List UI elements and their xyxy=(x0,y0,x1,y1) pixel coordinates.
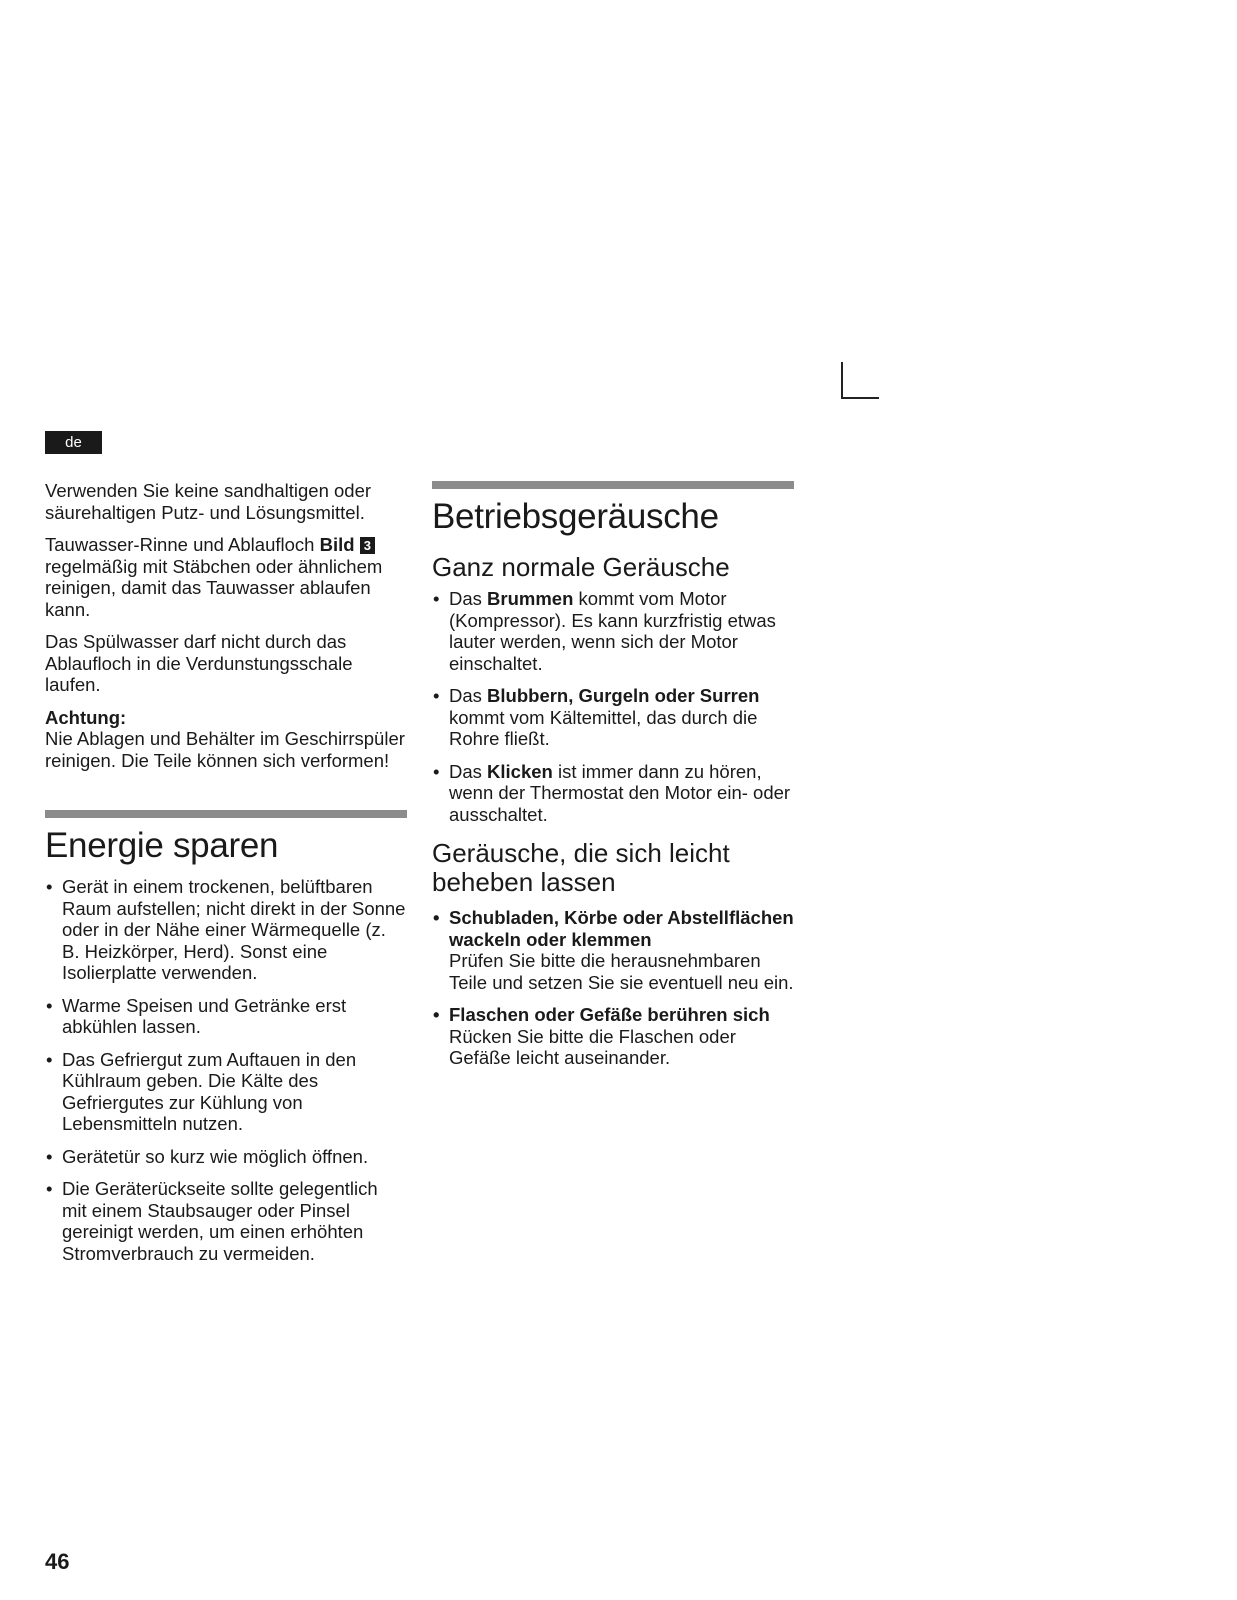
language-badge: de xyxy=(45,431,102,454)
section-rule xyxy=(45,810,407,818)
left-column xyxy=(45,480,407,1275)
list-item: • Gerätetür so kurz wie möglich öffnen. xyxy=(46,1145,369,1167)
right-column xyxy=(432,481,794,1080)
energy-heading: Energie sparen xyxy=(45,826,279,865)
list-item: • Flaschen oder Gefäße berühren sich Rücken Sie bitte die Flaschen oder Gefäße leicht auseinander. xyxy=(433,1004,770,1068)
list-item: • Schubladen, Körbe oder Abstellflächen wackeln oder klemmen Prüfen Sie bitte die herausnehmbaren Teile und setzen Sie sie eventuell neu ein. xyxy=(433,907,794,993)
section-rule xyxy=(432,481,794,489)
warning-title: Achtung: xyxy=(45,706,127,728)
figure-number: 3 xyxy=(360,537,375,554)
list-item: • Das Gefriergut zum Auftauen in den Kühlraum geben. Die Kälte des Gefriergutes zur Kühlung von Lebensmitteln nutzen. xyxy=(46,1048,357,1134)
noise-heading: Betriebsgeräusche xyxy=(432,497,719,536)
crop-mark xyxy=(841,362,879,399)
list-item: • Das Blubbern, Gurgeln oder Surren kommt vom Kältemittel, das durch die Rohre fließt. xyxy=(433,685,760,749)
warning xyxy=(45,707,407,772)
fixable-noise-subheading: Geräusche, die sich leicht beheben lassen xyxy=(432,838,730,897)
list-item: • Warme Speisen und Getränke erst abkühlen lassen. xyxy=(46,994,347,1037)
energy-list xyxy=(45,876,407,1264)
list-item: • Die Geräterückseite sollte gelegentlich mit einem Staubsauger oder Pinsel gereinigt werden, um einen erhöhten Stromverbrauch zu vermeiden. xyxy=(46,1178,378,1264)
list-item: • Das Klicken ist immer dann zu hören, wenn der Thermostat den Motor ein- oder ausschaltet. xyxy=(433,760,791,825)
normal-noise-subheading: Ganz normale Geräusche xyxy=(432,552,730,582)
paragraph-cleaning-agents: Verwenden Sie keine sandhaltigen oder säurehaltigen Putz- und Lösungsmittel. xyxy=(45,480,372,523)
list-item: • Das Brummen kommt vom Motor (Kompressor). Es kann kurzfristig etwas lauter werden, wenn sich der Motor einschaltet. xyxy=(433,588,776,674)
warning-text: Nie Ablagen und Behälter im Geschirrspüler reinigen. Die Teile können sich verformen! xyxy=(45,728,405,771)
fixable-noise-list xyxy=(432,907,794,1069)
paragraph-drain: Tauwasser-Rinne und Ablaufloch Bild 3 regelmäßig mit Stäbchen oder ähnlichem reinigen, damit das Tauwasser ablaufen kann. xyxy=(45,534,383,620)
page-number: 46 xyxy=(45,1549,70,1574)
normal-noise-list xyxy=(432,588,794,825)
list-item: • Gerät in einem trockenen, belüftbaren Raum aufstellen; nicht direkt in der Sonne oder in der Nähe einer Wärmequelle (z. B. Heizkörper, Herd). Sonst eine Isolierplatte verwenden. xyxy=(46,876,406,983)
figure-label: Bild xyxy=(319,534,355,555)
paragraph-rinse-water: Das Spülwasser darf nicht durch das Ablaufloch in die Verdunstungsschale laufen. xyxy=(45,631,353,695)
